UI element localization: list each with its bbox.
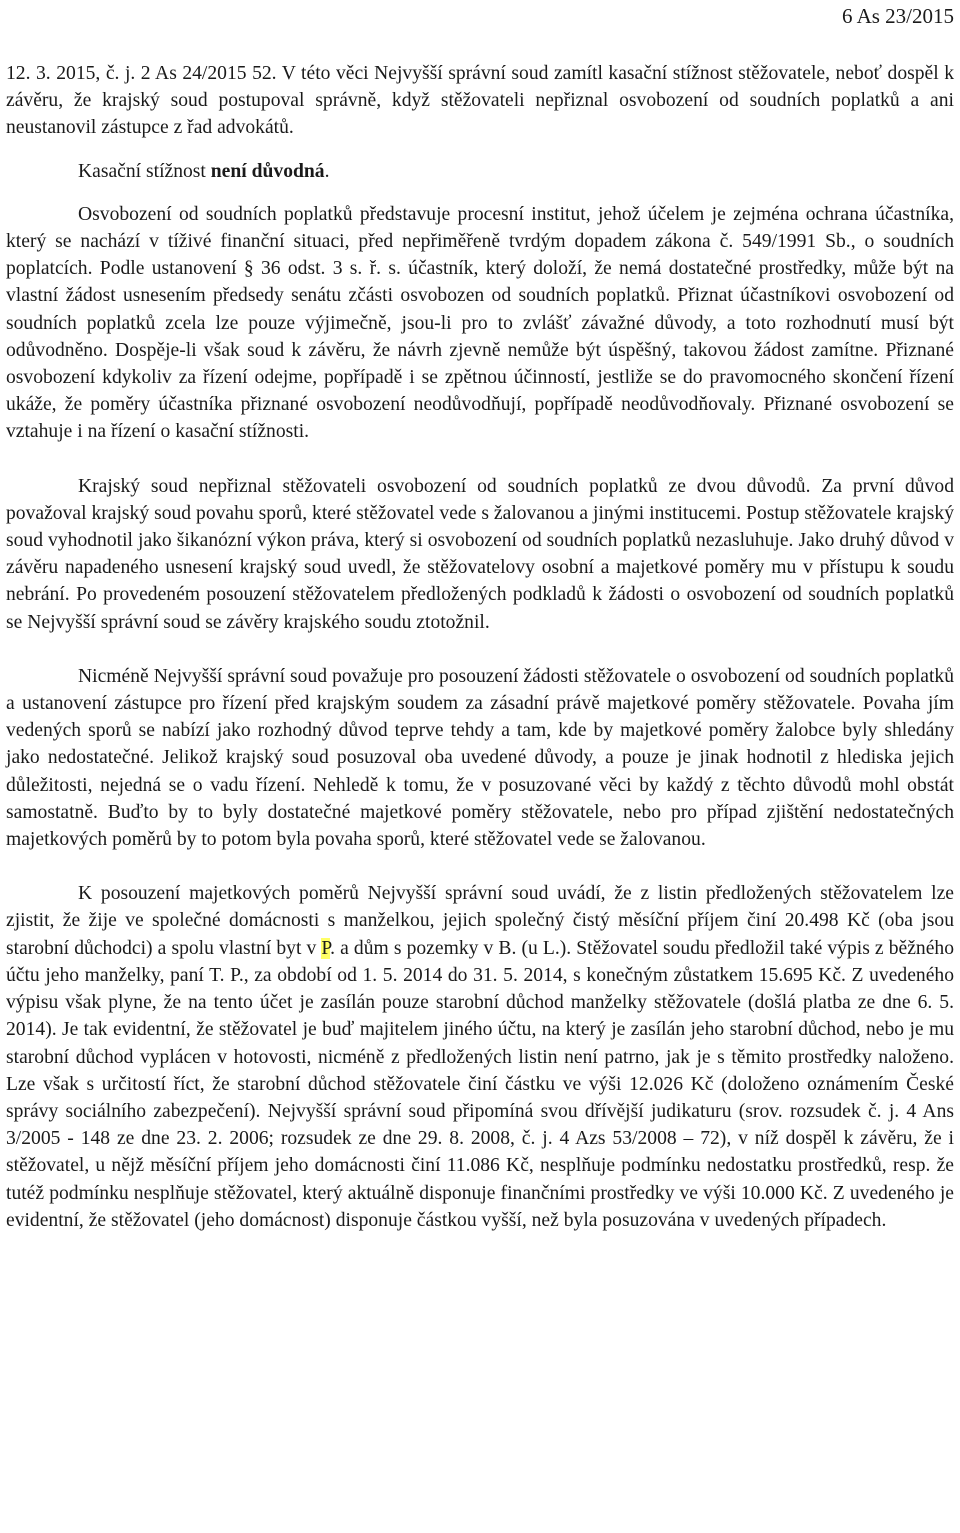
case-number-header: 6 As 23/2015 (841, 4, 954, 28)
spacer (6, 446, 954, 473)
spacer (6, 853, 954, 880)
document-page (6, 0, 954, 1234)
paragraph-verdict (6, 158, 954, 185)
spacer (6, 142, 954, 158)
paragraph-previous-decision: 12. 3. 2015, č. j. 2 As 24/2015 52. V této věci Nejvyšší správní soud zamítl kasační stížnost stěžovatele, neboť dospěl k závěru, že krajský soud postupoval správně, když stěžovateli nepřiznal osvobození od soudních poplatků a ani neustanovil zástupce z řad advokátů. (6, 63, 954, 139)
paragraph-fee-exemption: Osvobození od soudních poplatků představuje procesní institut, jehož účelem je zejména ochrana účastníka, který se nachází v tíživé finanční situaci, před nepřiměřeně tvrdým dopadem zákona č. 549/1991 Sb., o soudních poplatcích. Podle ustanovení § 36 odst. 3 s. ř. s. účastník, který doloží, že nemá dostatečné prostředky, může být na vlastní žádost usnesením předsedy senátu zčásti osvobozen od soudních poplatků. Přiznat účastníkovi osvobození od soudních poplatků zcela lze pouze výjimečně, jsou-li pro to zvlášť závažné důvody, a toto rozhodnutí musí být odůvodněno. Dospěje-li však soud k závěru, že návrh zjevně nemůže být úspěšný, takovou žádost zamítne. Přiznané osvobození kdykoliv za řízení odejme, popřípadě i se zpětnou účinností, jestliže se do pravomocného skončení řízení ukáže, že poměry účastníka přiznané osvobození neodůvodňují, popřípadě neodůvodňovaly. Přiznané osvobození se vztahuje i na řízení o kasační stížnosti. (6, 203, 954, 443)
spacer (6, 636, 954, 663)
property-text-after: . a dům s pozemky v B. (u L.). Stěžovatel soudu předložil také výpis z běžného účtu jeho manželky, paní T. P., za období od 1. 5. 2014 do 31. 5. 2014, s konečným zůstatkem 15.695 Kč. Z uvedeného výpisu však plyne, že na tento účet je zasílán pouze starobní důchod manželky stěžovatele (došlá platba ze dne 6. 5. 2014). Je tak evidentní, že stěžovatel je buď majitelem jiného účtu, na který je zasílán jeho starobní důchod, nebo je mu starobní důchod vyplácen v hotovosti, nicméně z předložených listin není patrno, jak je s těmito prostředky naloženo. Lze však s určitostí říct, že starobní důchod stěžovatele činí částku ve výši 12.026 Kč (doloženo oznámením České správy sociálního zabezpečení). Nejvyšší správní soud připomíná svou dřívější judikaturu (srov. rozsudek č. j. 4 Ans 3/2005 - 148 ze dne 23. 2. 2006; rozsudek ze dne 29. 8. 2008, č. j. 4 Azs 53/2008 – 72), v níž dospěl k závěru, že i stěžovatel, u nějž měsíční příjem jeho domácnosti činí 11.086 Kč, nesplňuje podmínku nedostatku prostředků, resp. že tutéž podmínku nesplňuje stěžovatel, který aktuálně disponuje finančními prostředky ve výši 10.000 Kč. Z uvedeného je evidentní, že stěžovatel (jeho domácnost) disponuje částkou vyšší, než byla posuzována v uvedených případech. (6, 937, 955, 1231)
verdict-prefix: Kasační stížnost (78, 160, 211, 182)
highlighted-text: P (321, 937, 331, 959)
paragraph-property-assessment (6, 880, 954, 1234)
property-text-before: K posouzení majetkových poměrů Nejvyšší správní soud uvádí, že z listin předložených stěžovatelem lze zjistit, že žije ve společné domácnosti s manželkou, jejich společný čistý měsíční příjem činí 20.498 Kč (oba jsou starobní důchodci) a spolu vlastní byt v (6, 883, 954, 959)
verdict-suffix: . (324, 160, 330, 182)
spacer (6, 185, 954, 201)
paragraph-regional-court: Krajský soud nepřiznal stěžovateli osvobození od soudních poplatků ze dvou důvodů. Za první důvod považoval krajský soud povahu sporů, které stěžovatel vede s žalovanou a jinými institucemi. Postup stěžovatele krajský soud vyhodnotil jako šikanózní výkon práva, který si osvobození od soudních poplatků nezasluhuje. Jako druhý důvod v závěru napadeného usnesení krajský soud uvedl, že stěžovatelovy osobní a majetkové poměry mu v přístupu k soudu nebrání. Po provedeném posouzení stěžovatelem předložených podkladů k žádosti o osvobození od soudních poplatků se Nejvyšší správní soud se závěry krajského soudu ztotožnil. (6, 475, 954, 633)
verdict-bold: není důvodná (210, 160, 325, 182)
paragraph-supreme-court: Nicméně Nejvyšší správní soud považuje pro posouzení žádosti stěžovatele o osvobození od soudních poplatků a ustanovení zástupce pro řízení před krajským soudem za zásadní právě majetkové poměry stěžovatele. Povaha jím vedených sporů se nabízí jako rozhodný důvod teprve tehdy a tam, kde by majetkové poměry žalobce byly shledány jako nedostatečné. Jelikož krajský soud posuzoval oba uvedené důvody, a pouze je jinak hodnotil z hlediska jejich důležitosti, nejedná se o vadu řízení. Nehledě k tomu, že v posuzované věci by každý z těchto důvodů mohl obstát samostatně. Buďto by to byly dostatečné majetkové poměry stěžovatele, nebo pro případ zjištění nedostatečných majetkových poměrů by to potom byla povaha sporů, které stěžovatel vede se žalovanou. (6, 665, 954, 851)
